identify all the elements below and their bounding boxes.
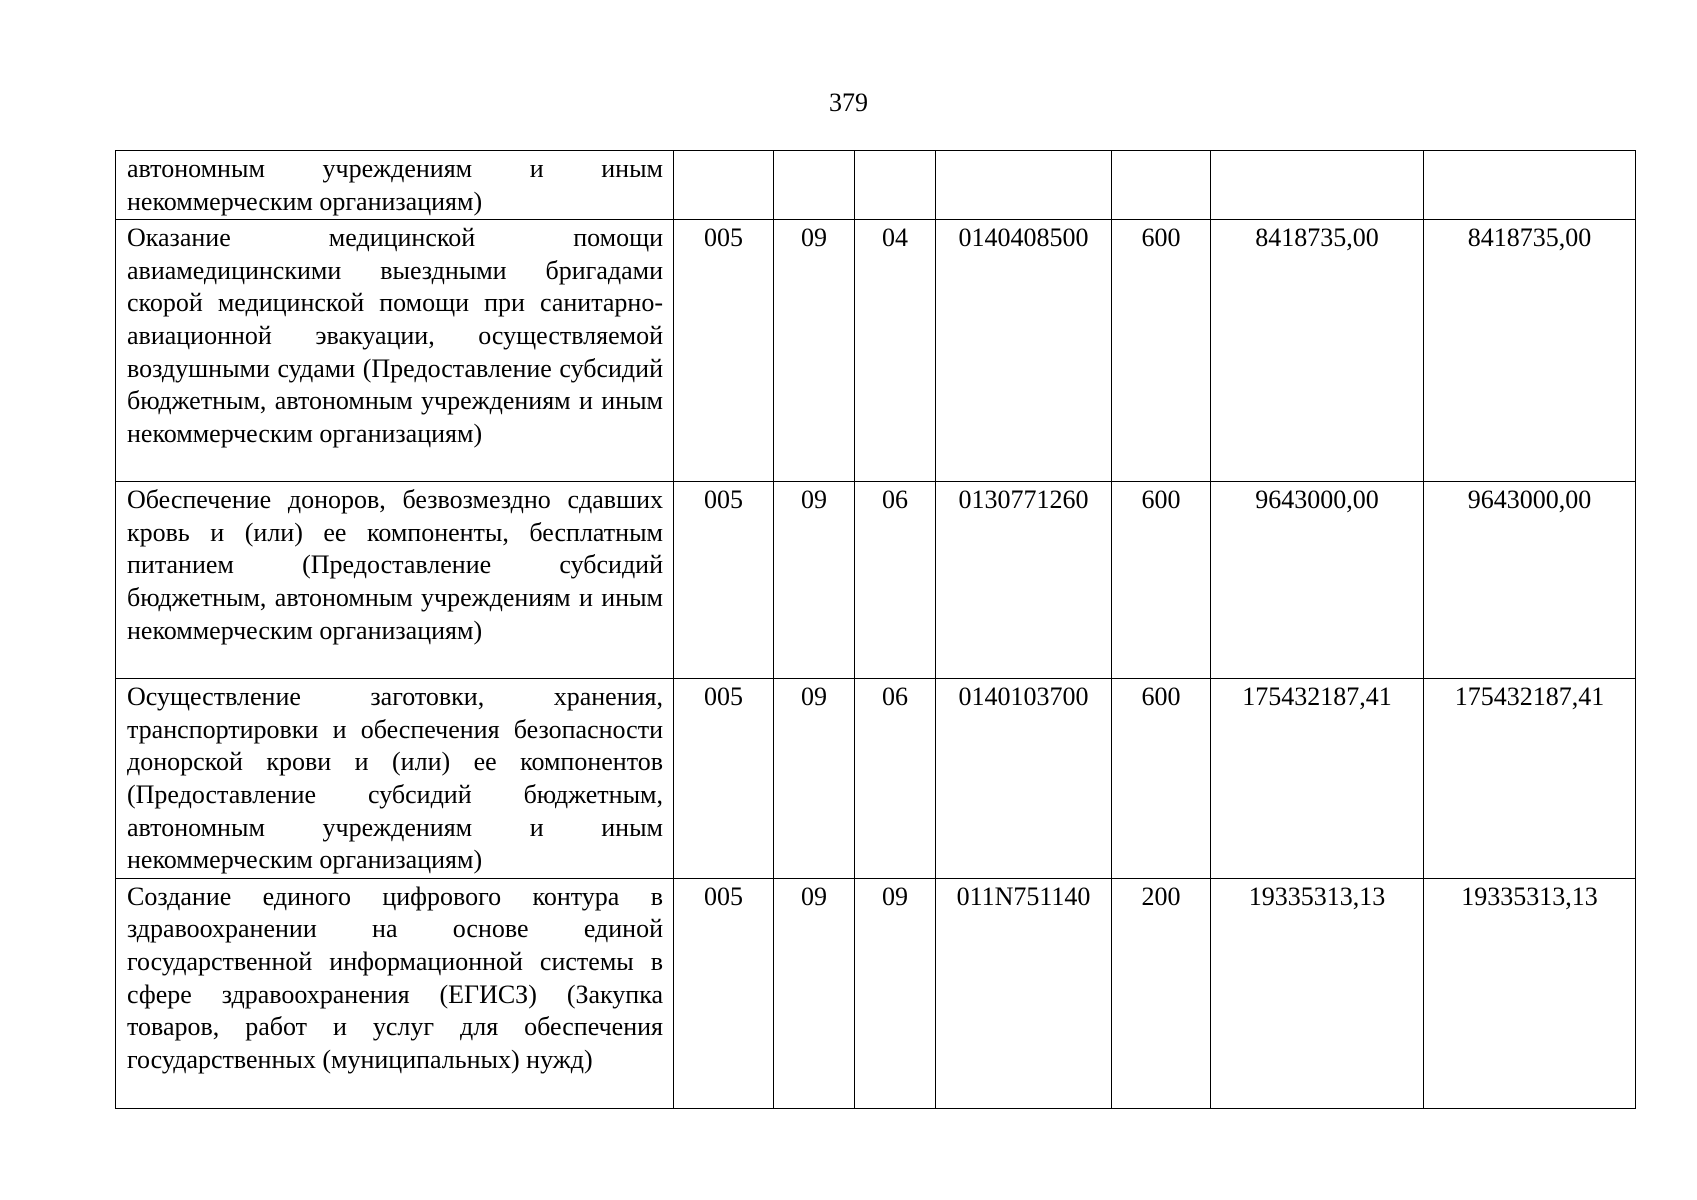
expense-type-code: 600 [1112, 679, 1211, 879]
target-item-code [936, 151, 1112, 220]
section-code: 09 [774, 878, 855, 1108]
subsection-code: 09 [855, 878, 936, 1108]
row-description: Осуществление заготовки, хранения, транспортировки и обеспечения безопасности донорской крови и (или) ее компонентов (Предоставление субсидий бюджетным, автономным учреждениям и иным некоммерческим организациям) [116, 679, 674, 879]
table-row [116, 679, 1636, 879]
target-item-code: 011N751140 [936, 878, 1112, 1108]
page-number: 379 [829, 88, 868, 117]
row-description: Обеспечение доноров, безвозмездно сдавших кровь и (или) ее компоненты, бесплатным питанием (Предоставление субсидий бюджетным, автономным учреждениям и иным некоммерческим организациям) [116, 482, 674, 679]
amount-2: 175432187,41 [1424, 679, 1636, 879]
section-code [774, 151, 855, 220]
target-item-code: 0140408500 [936, 220, 1112, 482]
subsection-code: 04 [855, 220, 936, 482]
row-description: автономным учреждениям и иным некоммерческим организациям) [116, 151, 674, 220]
ministry-code: 005 [674, 878, 774, 1108]
expense-type-code: 600 [1112, 482, 1211, 679]
section-code: 09 [774, 482, 855, 679]
expense-type-code: 600 [1112, 220, 1211, 482]
amount-2: 9643000,00 [1424, 482, 1636, 679]
subsection-code [855, 151, 936, 220]
amount-1: 9643000,00 [1211, 482, 1424, 679]
amount-1: 8418735,00 [1211, 220, 1424, 482]
target-item-code: 0140103700 [936, 679, 1112, 879]
budget-table [115, 150, 1636, 1109]
ministry-code: 005 [674, 482, 774, 679]
row-description: Оказание медицинской помощи авиамедицинскими выездными бригадами скорой медицинской помощи при санитарно-авиационной эвакуации, осуществляемой воздушными судами (Предоставление субсидий бюджетным, автономным учреждениям и иным некоммерческим организациям) [116, 220, 674, 482]
subsection-code: 06 [855, 679, 936, 879]
amount-2: 8418735,00 [1424, 220, 1636, 482]
amount-2: 19335313,13 [1424, 878, 1636, 1108]
section-code: 09 [774, 220, 855, 482]
ministry-code: 005 [674, 220, 774, 482]
expense-type-code [1112, 151, 1211, 220]
amount-2 [1424, 151, 1636, 220]
table-row [116, 220, 1636, 482]
amount-1: 175432187,41 [1211, 679, 1424, 879]
ministry-code [674, 151, 774, 220]
target-item-code: 0130771260 [936, 482, 1112, 679]
section-code: 09 [774, 679, 855, 879]
row-description: Создание единого цифрового контура в здравоохранении на основе единой государственной информационной системы в сфере здравоохранения (ЕГИСЗ) (Закупка товаров, работ и услуг для обеспечения государственных (муниципальных) нужд) [116, 878, 674, 1108]
expense-type-code: 200 [1112, 878, 1211, 1108]
amount-1: 19335313,13 [1211, 878, 1424, 1108]
amount-1 [1211, 151, 1424, 220]
table-row [116, 151, 1636, 220]
table-row [116, 878, 1636, 1108]
table-row [116, 482, 1636, 679]
ministry-code: 005 [674, 679, 774, 879]
subsection-code: 06 [855, 482, 936, 679]
